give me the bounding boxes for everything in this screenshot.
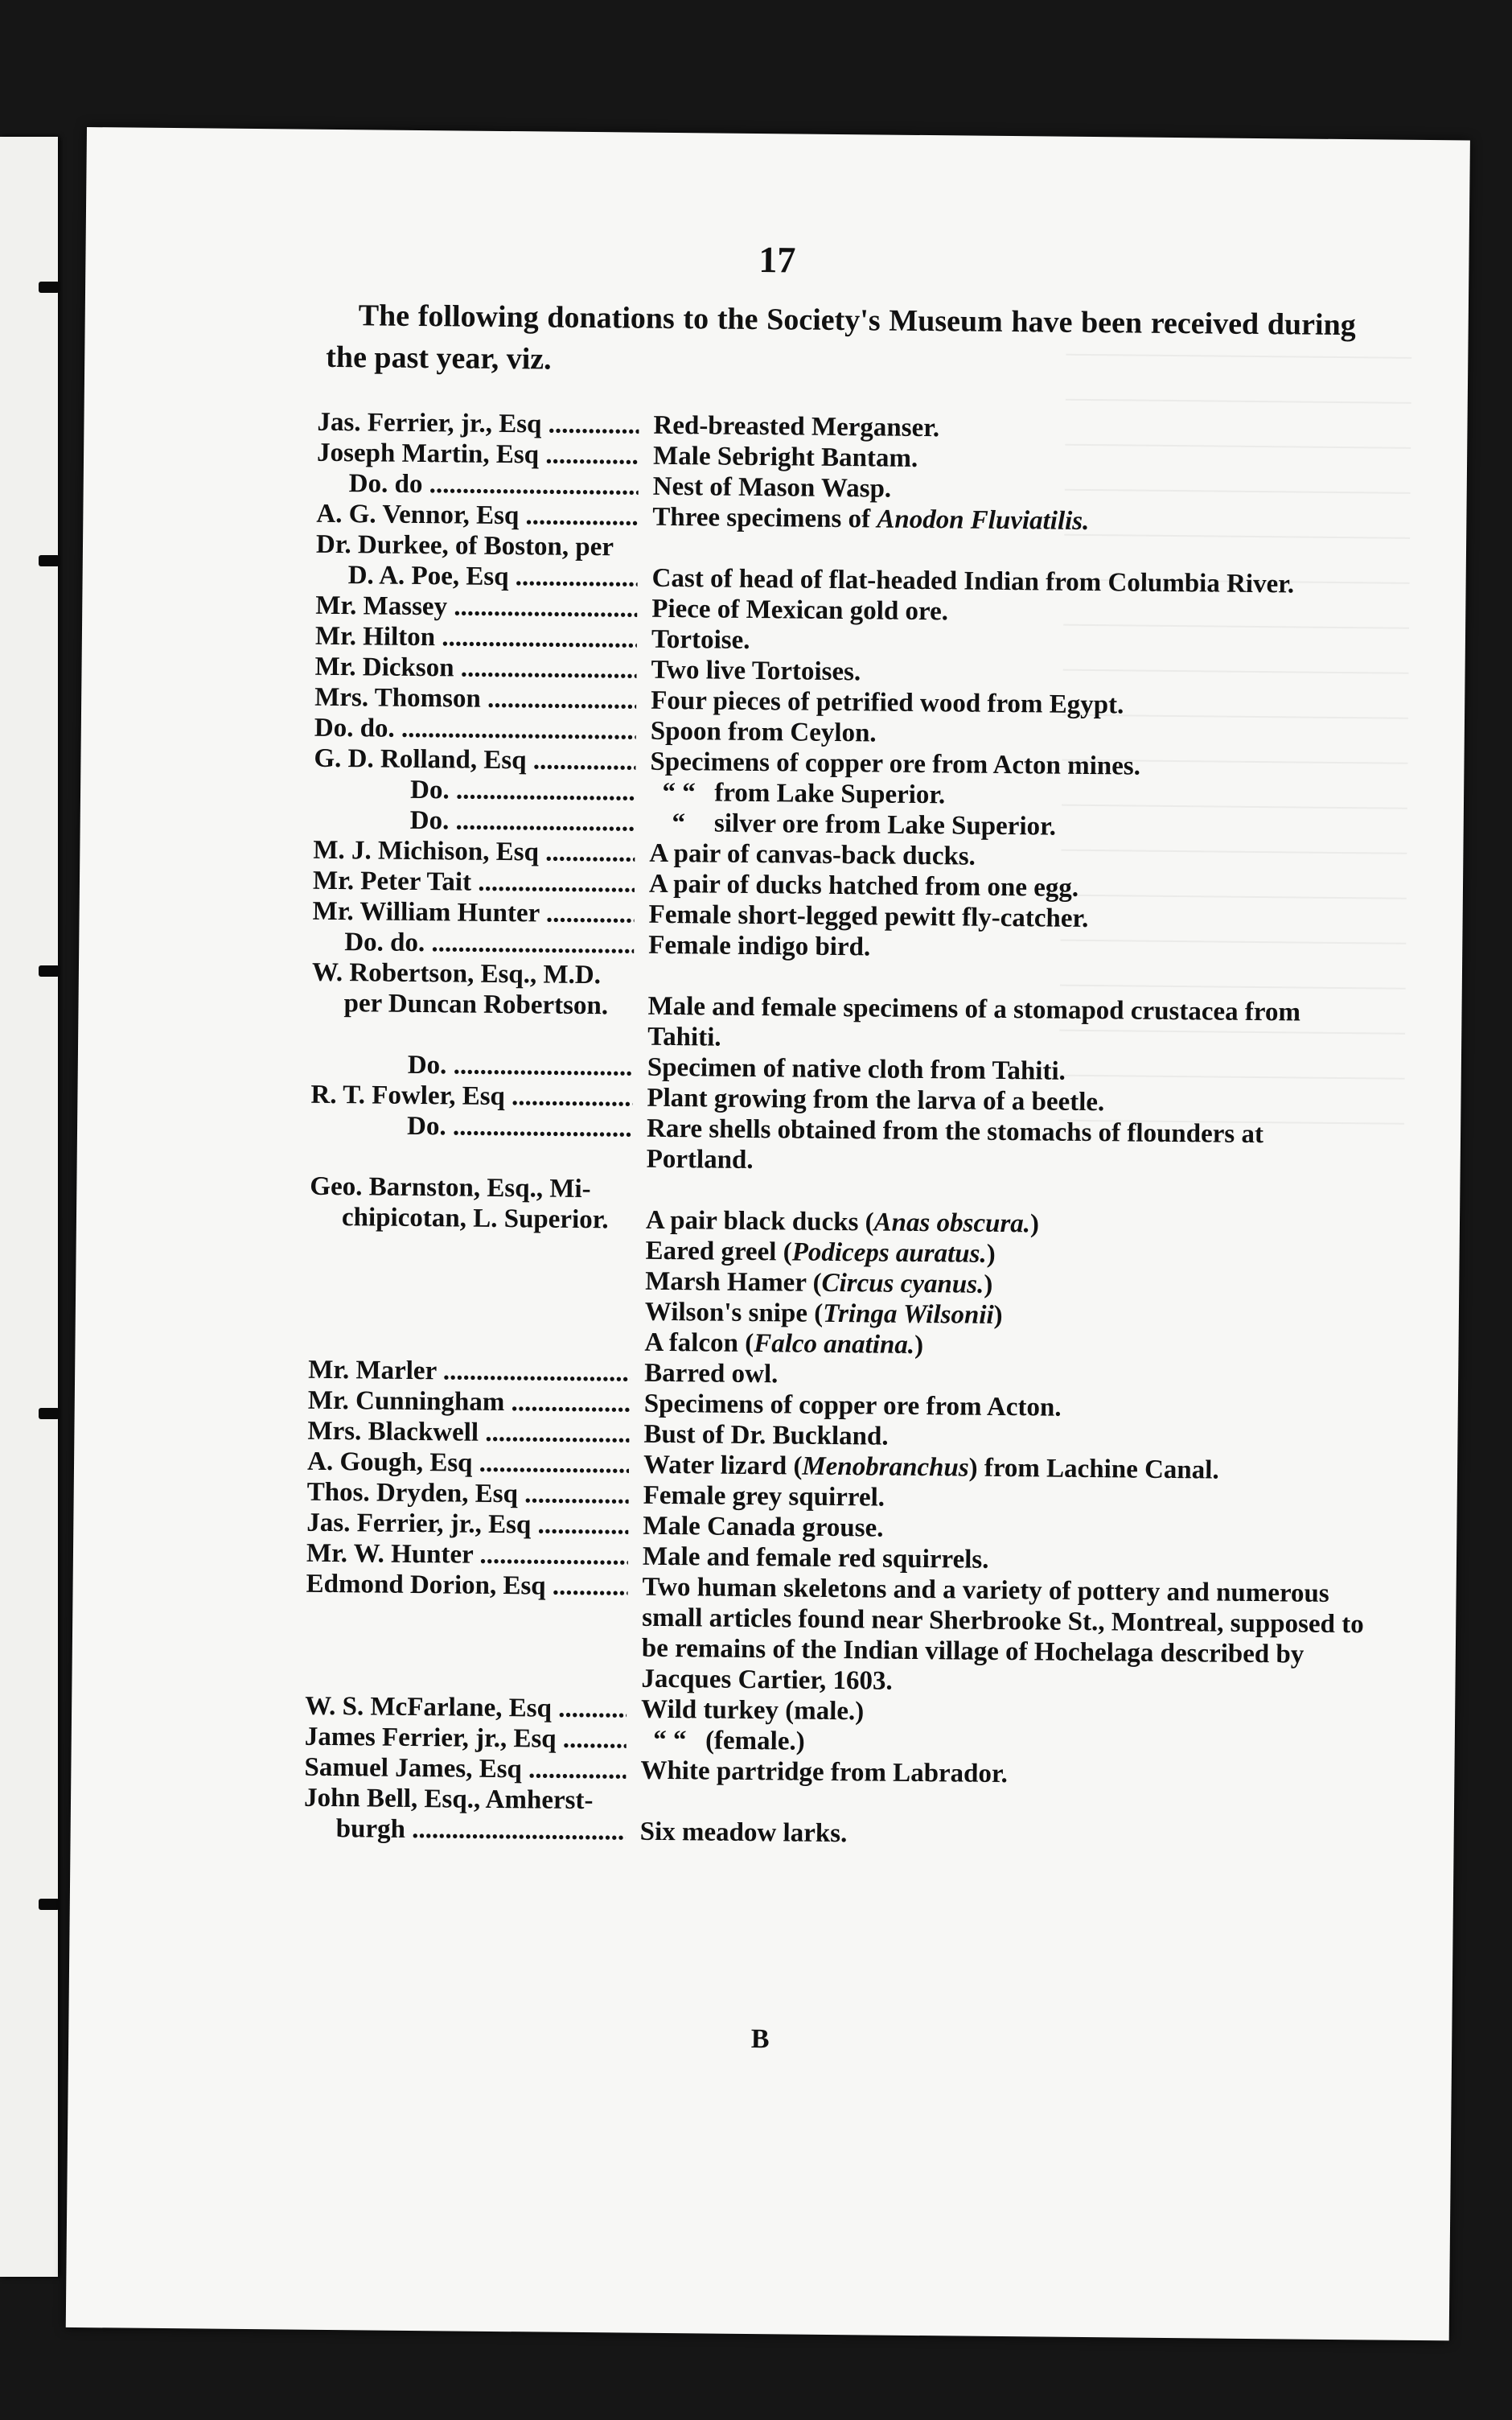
donation-item: Specimens of copper ore from Acton mines.: [650, 747, 1141, 781]
ditto-mark: “ “: [652, 1725, 687, 1755]
binding-thread: [39, 965, 60, 977]
donor-name: burgh .....: [304, 1813, 626, 1847]
donation-item: Male Sebright Bantam.: [652, 441, 918, 473]
donor-name: [309, 1263, 631, 1297]
donation-item: Bust of Dr. Buckland.: [643, 1419, 889, 1451]
donation-item: Marsh Hamer (Circus cyanus.): [645, 1266, 993, 1299]
donor-name: D. A. Poe, Esq .....: [315, 560, 637, 594]
donor-name: Do. .....: [314, 774, 635, 808]
binding-thread: [39, 282, 60, 293]
donor-name: Mr. Marler .....: [308, 1355, 630, 1389]
donation-item: Two live Tortoises.: [651, 655, 861, 687]
donation-item: Barred owl.: [643, 1358, 779, 1389]
donor-name: Do. .....: [310, 1110, 633, 1175]
donor-name: A. G. Vennor, Esq .....: [316, 499, 638, 533]
donor-name: Jas. Ferrier, jr., Esq .....: [317, 407, 639, 441]
donor-name: Mr. William Hunter .....: [312, 896, 634, 930]
donor-name: [309, 1233, 631, 1266]
donor-name: James Ferrier, jr., Esq .....: [305, 1722, 627, 1755]
donation-item: Tortoise.: [651, 624, 750, 655]
donation-item: A falcon (Falco anatina.): [644, 1327, 924, 1360]
donation-item: Rare shells obtained from the stomachs of flounders at Portland.: [646, 1113, 1264, 1175]
donation-entry: [305, 1569, 1367, 1702]
binding-thread: [39, 1408, 60, 1419]
donation-item: A pair black ducks (Anas obscura.): [645, 1205, 1040, 1239]
donor-name: Mr. Massey .....: [315, 591, 637, 624]
donations-list: [304, 407, 1379, 1854]
donor-name: Mr. Peter Tait .....: [313, 866, 635, 899]
ditto-mark: “: [672, 809, 686, 838]
donation-item: Female indigo bird.: [648, 930, 871, 962]
binding-thread: [39, 555, 60, 566]
donation-item: Spoon from Ceylon.: [650, 716, 877, 748]
donor-name: G. D. Rolland, Esq .....: [314, 743, 635, 777]
donation-item: Male and female red squirrels.: [642, 1541, 989, 1574]
donor-name: M. J. Michison, Esq .....: [313, 835, 635, 869]
donation-item: A pair of ducks hatched from one egg.: [648, 869, 1079, 903]
donor-name: Do. .....: [311, 1049, 633, 1083]
donor-name: R. T. Fowler, Esq .....: [310, 1080, 632, 1113]
donation-item: Two human skeletons and a variety of pottery and numerous small articles found near Sherbrooke St., Montreal, supposed to be remains of the Indian village of Hochelaga described by Jacques Cartier, 1603.: [641, 1572, 1364, 1696]
document-page: [66, 127, 1470, 2340]
donor-name: W. Robertson, Esq., M.D.: [311, 957, 602, 990]
donor-name: Samuel James, Esq .....: [304, 1752, 626, 1786]
donation-item: Eared greel (Podiceps auratus.): [645, 1236, 996, 1269]
donation-item: Red-breasted Merganser.: [653, 410, 940, 443]
donation-item: Wilson's snipe (Tringa Wilsonii): [644, 1297, 1003, 1330]
donor-name: Dr. Durkee, of Boston, per: [315, 529, 614, 562]
donor-name: Mr. Hilton .....: [315, 621, 637, 655]
page-number: 17: [758, 239, 796, 281]
donor-name: [308, 1324, 630, 1358]
donor-name: Mrs. Blackwell .....: [307, 1416, 629, 1450]
donor-name: chipicotan, L. Superior.: [341, 1203, 609, 1235]
donation-item: Female grey squirrel.: [643, 1480, 885, 1512]
donor-name: Do. do .....: [317, 468, 639, 502]
donor-name: W. S. McFarlane, Esq .....: [305, 1691, 627, 1725]
donor-name: John Bell, Esq., Amherst-: [303, 1783, 594, 1816]
donation-item: Cast of head of flat-headed Indian from Columbia River.: [651, 563, 1295, 599]
donation-item: Male Canada grouse.: [643, 1511, 884, 1543]
intro-paragraph: The following donations to the Society's Museum have been received during the past year, viz.: [326, 298, 1356, 377]
donation-item: Specimen of native cloth from Tahiti.: [647, 1052, 1066, 1086]
donation-item: Male and female specimens of a stomapod crustacea from Tahiti.: [647, 991, 1301, 1052]
donor-name: Edmond Dorion, Esq .....: [305, 1569, 627, 1694]
donor-name: Thos. Dryden, Esq .....: [307, 1477, 629, 1511]
ditto-mark: “ “: [662, 777, 696, 808]
donation-item: Female short-legged pewitt fly-catcher.: [648, 899, 1089, 933]
donor-name: Jas. Ferrier, jr., Esq .....: [306, 1508, 628, 1541]
donation-item: Three specimens of Anodon Fluviatilis.: [652, 502, 1090, 536]
donor-name: per Duncan Robertson.: [343, 989, 609, 1021]
donation-item: “ silver ore from Lake Superior.: [635, 808, 1375, 846]
donation-entry: [310, 1110, 1373, 1182]
donation-item: Piece of Mexican gold ore.: [651, 594, 949, 627]
donation-item: Four pieces of petrified wood from Egypt.: [651, 685, 1124, 720]
donation-item: “ “ from Lake Superior.: [635, 777, 1375, 815]
donor-name: Do. .....: [314, 805, 635, 838]
donation-item: Six meadow larks.: [639, 1817, 848, 1849]
donor-name: Joseph Martin, Esq .....: [317, 438, 639, 471]
donor-name: Mr. W. Hunter .....: [306, 1538, 628, 1572]
binding-thread: [39, 1899, 60, 1910]
donor-name: Mr. Dickson .....: [314, 652, 636, 685]
donation-entry: [311, 988, 1374, 1060]
donation-item: Water lizard (Menobranchus) from Lachine Canal.: [643, 1450, 1219, 1485]
donor-name: Do. do. .....: [312, 927, 634, 961]
donor-name: Geo. Barnston, Esq., Mi-: [310, 1171, 591, 1204]
donor-name: A. Gough, Esq .....: [307, 1447, 629, 1480]
donation-item: Wild turkey (male.): [640, 1694, 865, 1727]
donation-item: Nest of Mason Wasp.: [652, 471, 892, 504]
donation-item: A pair of canvas-back ducks.: [649, 838, 976, 871]
donor-name: Do. do. .....: [314, 713, 636, 747]
donor-name: Mr. Cunningham .....: [308, 1385, 630, 1419]
donation-item: White partridge from Labrador.: [640, 1755, 1009, 1789]
donor-name: [309, 1294, 631, 1327]
donation-item: “ “ (female.): [627, 1725, 1366, 1763]
donor-name: Mrs. Thomson .....: [314, 682, 636, 716]
facing-page-edge: [0, 137, 58, 2277]
donation-item: Plant growing from the larva of a beetle.: [647, 1083, 1105, 1117]
signature-mark: B: [750, 2024, 770, 2055]
donation-item: Specimens of copper ore from Acton.: [643, 1389, 1062, 1422]
